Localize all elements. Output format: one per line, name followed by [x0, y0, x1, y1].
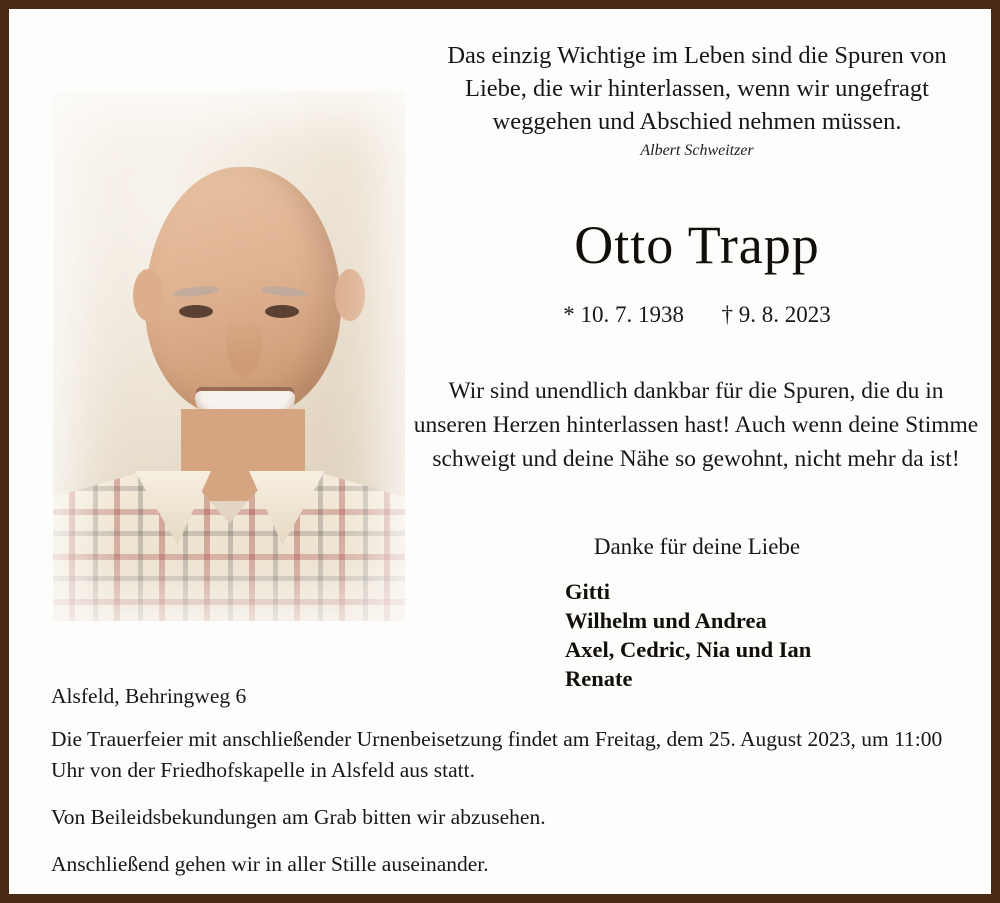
family-name: Renate — [565, 666, 633, 691]
family-name: Axel, Cedric, Nia und Ian — [565, 637, 812, 662]
family-names — [565, 577, 965, 693]
birth-date: * 10. 7. 1938 — [563, 302, 684, 327]
ceremony-details: Die Trauerfeier mit anschließender Urnenbeisetzung findet am Freitag, dem 25. August 2023, um 11:00 Uhr von der Friedhofskapelle in Alsfeld aus statt. — [51, 727, 943, 782]
quote-author: Albert Schweitzer — [640, 142, 754, 159]
life-dates — [421, 302, 973, 328]
portrait-photo — [53, 91, 405, 621]
deceased-name: Otto Trapp — [574, 215, 820, 275]
address-line: Alsfeld, Behringweg 6 — [51, 684, 247, 708]
funeral-details — [51, 681, 963, 880]
memorial-verse: Wir sind unendlich dankbar für die Spuren, die du in unseren Herzen hinterlassen hast! Auch wenn deine Stimme schweigt und deine Nähe so gewohnt, nicht mehr da ist! — [413, 378, 979, 472]
condolence-note: Von Beileidsbekundungen am Grab bitten wir abzusehen. — [51, 805, 546, 829]
family-name: Wilhelm und Andrea — [565, 608, 767, 633]
thanks-line: Danke für deine Liebe — [593, 534, 801, 559]
family-name: Gitti — [565, 579, 610, 604]
closing-note: Anschließend gehen wir in aller Stille auseinander. — [51, 852, 489, 876]
photo-vignette — [53, 91, 405, 621]
memorial-quote: Das einzig Wichtige im Leben sind die Spuren von Liebe, die wir hinterlassen, wenn wir ungefragt weggehen und Abschied nehmen müssen. — [447, 42, 947, 135]
death-date: † 9. 8. 2023 — [721, 302, 831, 327]
notice-inner — [9, 9, 991, 894]
